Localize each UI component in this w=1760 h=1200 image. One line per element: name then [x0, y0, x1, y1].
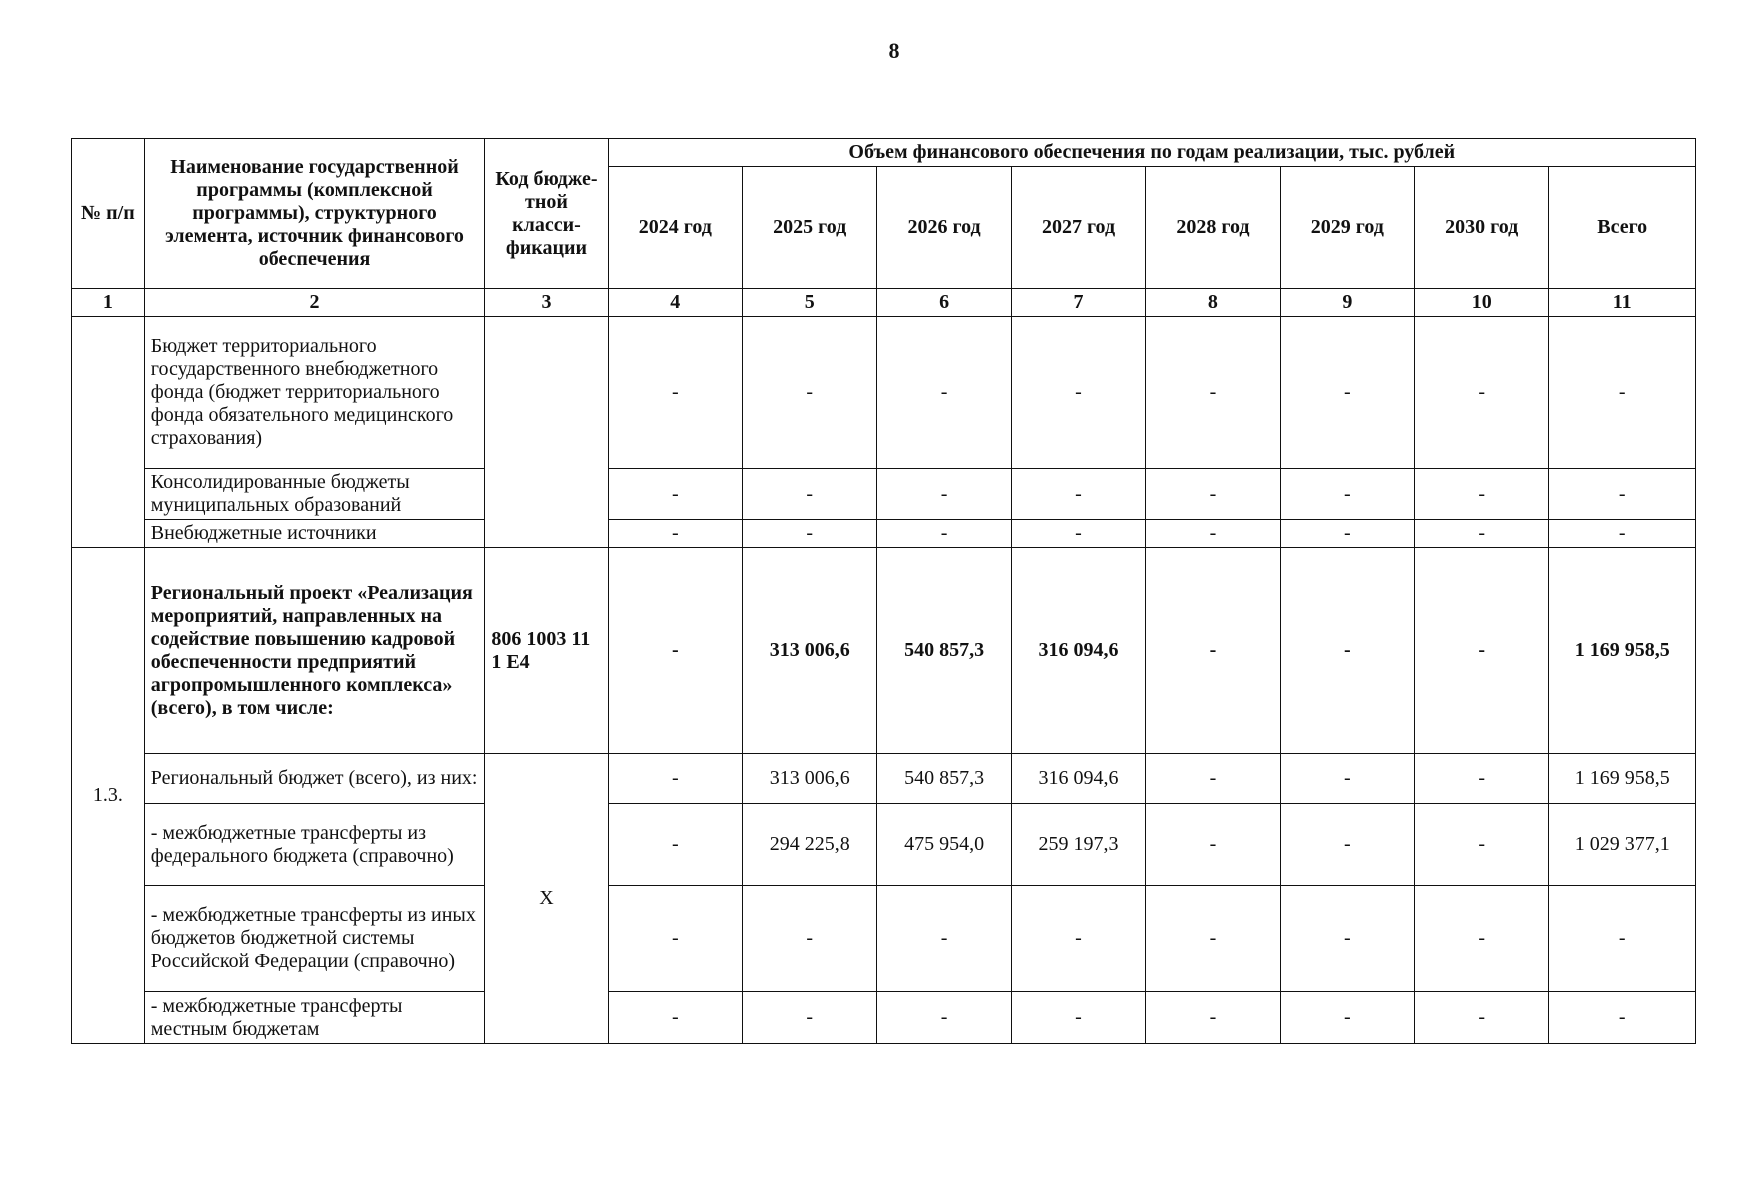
row-value: - — [1146, 520, 1280, 548]
table-row — [72, 317, 1696, 469]
row-value: 540 857,3 — [877, 548, 1011, 754]
row-value: - — [1415, 469, 1549, 520]
header-year: 2024 год — [608, 167, 742, 289]
row-value: - — [1415, 754, 1549, 804]
table-row — [72, 886, 1696, 992]
row-value: - — [743, 520, 877, 548]
header-year: 2027 год — [1011, 167, 1145, 289]
table-row — [72, 992, 1696, 1044]
row-value: - — [1146, 754, 1280, 804]
row-value: - — [1280, 469, 1414, 520]
row-value: - — [1549, 886, 1696, 992]
header-total: Всего — [1549, 167, 1696, 289]
row-name: - межбюджетные трансферты из федерального бюджета (справочно) — [144, 804, 485, 886]
row-code: 806 1003 11 1 Е4 — [485, 548, 608, 754]
header-name: Наименование государственной программы (комплексной программы), структурного элемента, источник финансового обеспечения — [144, 139, 485, 289]
row-value: 1 029 377,1 — [1549, 804, 1696, 886]
row-value: - — [1415, 317, 1549, 469]
row-value: - — [1146, 548, 1280, 754]
table-row — [72, 548, 1696, 754]
row-value: - — [1146, 992, 1280, 1044]
row-value: - — [1415, 548, 1549, 754]
row-name: Консолидированные бюджеты муниципальных образований — [144, 469, 485, 520]
row-code: X — [485, 754, 608, 1044]
header-year: 2028 год — [1146, 167, 1280, 289]
row-value: - — [1280, 548, 1414, 754]
row-value: - — [1146, 469, 1280, 520]
row-value: - — [1011, 886, 1145, 992]
row-value: - — [1280, 317, 1414, 469]
row-value: - — [1549, 317, 1696, 469]
row-value: - — [1549, 992, 1696, 1044]
row-value: - — [608, 992, 742, 1044]
header-year: 2030 год — [1415, 167, 1549, 289]
column-index: 11 — [1549, 289, 1696, 317]
row-value: - — [1415, 886, 1549, 992]
row-value: - — [877, 886, 1011, 992]
row-value: 1 169 958,5 — [1549, 548, 1696, 754]
row-value: - — [608, 469, 742, 520]
column-index: 2 — [144, 289, 485, 317]
table-row — [72, 804, 1696, 886]
column-index: 1 — [72, 289, 145, 317]
row-value: - — [608, 548, 742, 754]
row-value: - — [1549, 469, 1696, 520]
row-value: - — [1011, 317, 1145, 469]
row-value: - — [877, 520, 1011, 548]
column-index: 6 — [877, 289, 1011, 317]
row-value: - — [1415, 520, 1549, 548]
column-index: 8 — [1146, 289, 1280, 317]
row-name: Бюджет территориального государственного внебюджетного фонда (бюджет территориального фонда обязательного медицинского страхования) — [144, 317, 485, 469]
row-number: 1.3. — [72, 548, 145, 1044]
row-value: - — [877, 469, 1011, 520]
header-year: 2026 год — [877, 167, 1011, 289]
row-value: - — [743, 992, 877, 1044]
row-name: Внебюджетные источники — [144, 520, 485, 548]
row-value: 259 197,3 — [1011, 804, 1145, 886]
table-row — [72, 469, 1696, 520]
row-value: - — [1011, 520, 1145, 548]
row-name: - межбюджетные трансферты местным бюджетам — [144, 992, 485, 1044]
row-value: 1 169 958,5 — [1549, 754, 1696, 804]
row-value: - — [608, 886, 742, 992]
row-value: - — [608, 804, 742, 886]
row-value: - — [1415, 992, 1549, 1044]
page-number: 8 — [888, 38, 900, 63]
table-row — [72, 754, 1696, 804]
row-value: - — [1146, 317, 1280, 469]
table-row — [72, 520, 1696, 548]
header-code: Код бюдже-тной класси-фикации — [485, 139, 608, 289]
column-index: 3 — [485, 289, 608, 317]
row-value: - — [1280, 804, 1414, 886]
row-value: - — [1280, 754, 1414, 804]
row-value: 313 006,6 — [743, 754, 877, 804]
row-value: - — [1280, 886, 1414, 992]
header-num: № п/п — [72, 139, 145, 289]
column-index: 4 — [608, 289, 742, 317]
row-value: - — [608, 754, 742, 804]
row-value: - — [1146, 804, 1280, 886]
row-value: - — [877, 992, 1011, 1044]
row-num-cell — [72, 317, 145, 548]
column-index: 9 — [1280, 289, 1414, 317]
row-value: - — [1011, 992, 1145, 1044]
row-value: - — [743, 469, 877, 520]
header-volume: Объем финансового обеспечения по годам реализации, тыс. рублей — [608, 139, 1695, 167]
row-value: 316 094,6 — [1011, 754, 1145, 804]
row-value: 316 094,6 — [1011, 548, 1145, 754]
row-name: Региональный проект «Реализация мероприятий, направленных на содействие повышению кадровой обеспеченности предприятий агропромышленного комплекса» (всего), в том числе: — [144, 548, 485, 754]
row-value: - — [1280, 992, 1414, 1044]
header-year: 2029 год — [1280, 167, 1414, 289]
row-value: - — [1415, 804, 1549, 886]
row-code-cell — [485, 317, 608, 548]
row-value: - — [1146, 886, 1280, 992]
row-value: - — [877, 317, 1011, 469]
row-value: - — [743, 317, 877, 469]
column-index: 5 — [743, 289, 877, 317]
row-value: 313 006,6 — [743, 548, 877, 754]
row-value: - — [608, 520, 742, 548]
header-year: 2025 год — [743, 167, 877, 289]
row-value: - — [1011, 469, 1145, 520]
column-index: 10 — [1415, 289, 1549, 317]
row-name: Региональный бюджет (всего), из них: — [144, 754, 485, 804]
financing-table — [71, 138, 1696, 1044]
row-value: 540 857,3 — [877, 754, 1011, 804]
row-value: - — [743, 886, 877, 992]
row-value: 475 954,0 — [877, 804, 1011, 886]
row-value: - — [1280, 520, 1414, 548]
row-value: - — [1549, 520, 1696, 548]
row-value: 294 225,8 — [743, 804, 877, 886]
row-name: - межбюджетные трансферты из иных бюджетов бюджетной системы Российской Федерации (справочно) — [144, 886, 485, 992]
column-index: 7 — [1011, 289, 1145, 317]
row-value: - — [608, 317, 742, 469]
